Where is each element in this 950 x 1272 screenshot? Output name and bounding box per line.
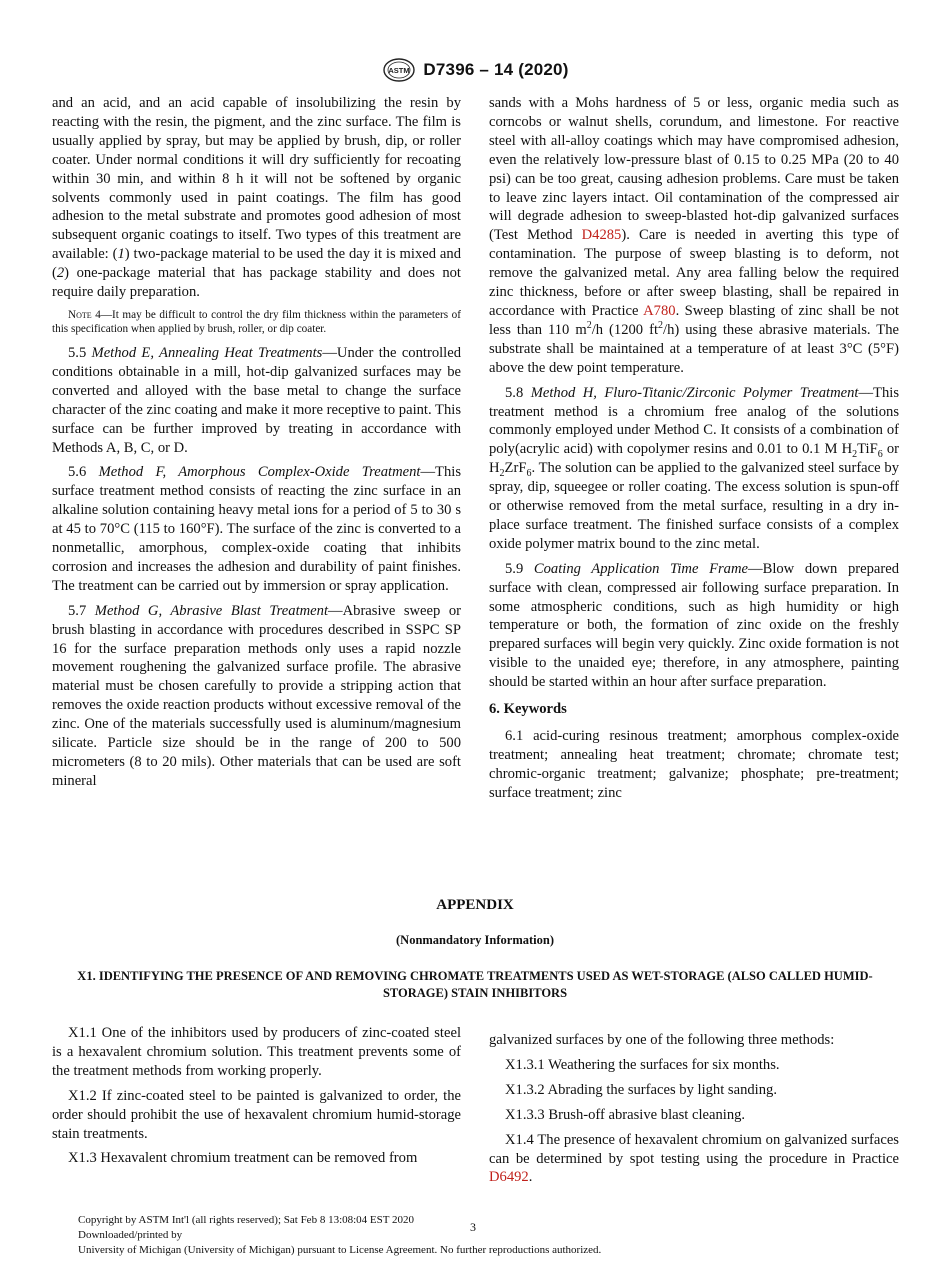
x1-2: X1.2 If zinc-coated steel to be painted is galvanized to order, the order should prohibit the use of hexavalent chromium humid-storage stain treatments. xyxy=(52,1087,461,1142)
section-5-9: 5.9 Coating Application Time Frame—Blow down prepared surface with clean, compressed air following surface preparation. In some atmospheric conditions, such as high humidity or high temperature or both, the formation of zinc oxide on the freshly prepared surfaces will begin very quickly. Zinc oxide formation is not visible to the unaided eye; therefore, in any atmosphere, painting should be started within an hour after surface preparation. xyxy=(489,560,899,691)
x1-3-continued: galvanized surfaces by one of the following three methods: xyxy=(489,1032,835,1048)
appendix-right-column xyxy=(489,1031,899,1193)
section-5-5: 5.5 Method E, Annealing Heat Treatments—Under the controlled conditions obtainable in a mill, hot-dip galvanized surfaces may be converted and alloyed with the base metal to change the surface character of the zinc coating and make it more receptive to paint. This surface can be further improved by treating in accordance with Methods A, B, C, or D. xyxy=(52,344,461,456)
appendix-title: APPENDIX xyxy=(436,897,514,913)
ref-d6492-link[interactable]: D6492 xyxy=(489,1169,529,1186)
page-header xyxy=(0,55,950,85)
appendix-left-column xyxy=(52,1024,461,1174)
document-designation: D7396 – 14 (2020) xyxy=(423,60,569,79)
ref-a780-link[interactable]: A780 xyxy=(643,302,676,319)
svg-text:ASTM: ASTM xyxy=(388,66,411,75)
x1-3-2: X1.3.2 Abrading the surfaces by light sanding. xyxy=(505,1081,777,1098)
footer-line-2: Downloaded/printed by xyxy=(78,1229,183,1241)
x1-1: X1.1 One of the inhibitors used by producers of zinc-coated steel is a hexavalent chromium solution. This treatment prevents some of the treatment methods from working properly. xyxy=(52,1025,461,1079)
paragraph-continued-5-7: sands with a Mohs hardness of 5 or less, organic media such as corncobs or walnut shells, corundum, and limestone. For reactive steel with all-alloy coatings which may have compromised adhesion, even the relatively low-pressure blast of 0.15 to 0.25 MPa (20 to 40 psi) can be too great, causing adhesion problems. Care must be taken to leave zinc layers intact. Oil contamination of the compressed air will degrade adhesion to sweep-blasted hot-dip galvanized surfaces (Test Method D4285). Care is needed in averting this type of contamination. The purpose of sweep blasting is to deform, not remove the galvanized metal. Any area falling below the required zinc thickness, before or after sweep blasting, shall be repaired in accordance with Practice A780. Sweep blasting of zinc shall be not less than 110 $m^2/h$ (1200 $ft^2/h$) using these abrasive materials. The substrate shall be maintained at a temperature of at least 3°C (5°F) above the dew point temperature. xyxy=(489,95,899,376)
x1-3-3: X1.3.3 Brush-off abrasive blast cleaning. xyxy=(505,1106,746,1123)
x1-heading: X1. IDENTIFYING THE PRESENCE OF AND REMOVING CHROMATE TREATMENTS USED AS WET-STORAGE (ALSO CALLED HUMID-STORAGE) STAIN INHIBITORS xyxy=(77,969,873,1000)
paragraph-continued: and an acid, and an acid capable of insolubilizing the resin by reacting with the resin, the pigment, and the zinc surface. The film is usually applied by spray, but may be applied by brush, dip, or roller coater. Under normal conditions it will dry sufficiently for recoating within 30 min, and within 8 h it will not be softened by organic solvents commonly used in paint coatings. The film has good adhesion to the metal substrate and promotes good adhesion of most subsequent organic coatings to itself. Two types of this treatment are available: (1) two-package material to be used the day it is mixed and (2) one-package material that has package stability and does not require daily preparation. xyxy=(52,95,461,301)
x1-3: X1.3 Hexavalent chromium treatment can be removed from xyxy=(68,1150,418,1167)
section-5-6: 5.6 Method F, Amorphous Complex-Oxide Treatment—This surface treatment method consists of reacting the zinc surface in an alkaline solution containing heavy metal ions for a period of 5 to 30 s at 45 to 70°C (115 to 160°F). The surface of the zinc is converted to a nonmetallic, amorphous, complex-oxide coating that inhibits corrosion and increases the adhesion and durability of paint finishes. The treatment can be carried out by immersion or spray application. xyxy=(52,464,461,594)
appendix-subtitle: (Nonmandatory Information) xyxy=(396,933,554,947)
keywords-text: 6.1 acid-curing resinous treatment; amorphous complex-oxide treatment; annealing heat treatment; chromate; chromate test; chromic-organic treatment; galvanize; phosphate; pre-treatment; surface treatment; zinc xyxy=(489,728,899,801)
left-column xyxy=(52,94,461,797)
footer-line-3: University of Michigan (University of Michigan) pursuant to License Agreement. No further reproductions authorized. xyxy=(78,1244,602,1256)
x1-3-1: X1.3.1 Weathering the surfaces for six months. xyxy=(505,1056,780,1073)
footer-line-1: Copyright by ASTM Int'l (all rights reserved); Sat Feb 8 13:08:04 EST 2020 xyxy=(78,1214,415,1226)
ref-d4285-link[interactable]: D4285 xyxy=(581,227,622,244)
copyright-footer xyxy=(78,1213,601,1258)
astm-logo xyxy=(381,57,417,83)
right-column xyxy=(489,94,899,809)
section-5-7: 5.7 Method G, Abrasive Blast Treatment—Abrasive sweep or brush blasting in accordance with procedures described in SSPC SP 16 for the surface preparation methods only uses a rapid nozzle movement roughening the galvanized surface profile. The abrasive material must be chosen carefully to provide a stripping action that removes the oxide reaction products without excessive removal of the zinc. One of the materials successfully used is aluminum/magnesium silicate. Particle size should be in the range of 200 to 500 micrometers (8 to 20 mils). Other materials that can be used are soft mineral xyxy=(52,602,462,789)
note-4: Note 4—It may be difficult to control the dry film thickness within the parameters of this specification when applied by brush, roller, or dip coater. xyxy=(52,308,461,335)
section-5-8: 5.8 Method H, Fluro-Titanic/Zirconic Polymer Treatment—This treatment method is a chromium free analog of the solutions commonly employed under Method C. It consists of a combination of poly(acrylic acid) with copolymer resins and 0.01 to 0.1 M $H_2TiF_6$ or $H_2ZrF_6$. The solution can be applied to the galvanized steel surface by spray, dip, squeegee or roller coating. The excess solution is spun-off or otherwise removed from the metal surface, resulting in a dry in-place surface treatment. The finished surface consists of a complex oxide polymer matrix bound to the zinc metal. xyxy=(489,384,899,552)
page-number: 3 xyxy=(470,1220,476,1234)
x1-4: X1.4 The presence of hexavalent chromium on galvanized surfaces can be determined by spot testing using the procedure in Practice D6492. xyxy=(489,1131,899,1186)
keywords-heading: 6. Keywords xyxy=(489,701,567,718)
